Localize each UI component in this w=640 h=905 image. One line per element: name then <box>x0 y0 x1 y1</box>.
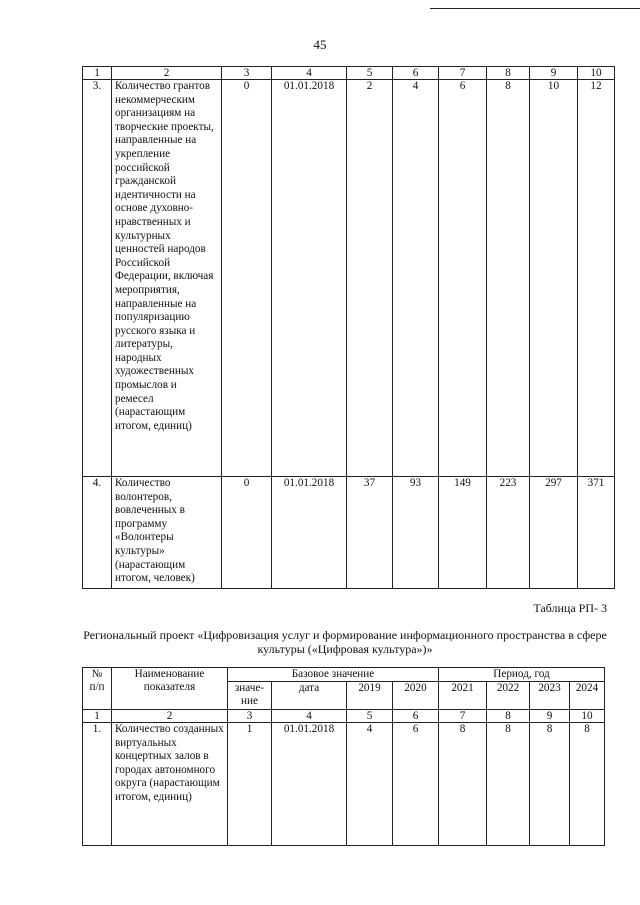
column-number: 3 <box>228 710 272 723</box>
column-number: 6 <box>393 67 439 80</box>
header-2019: 2019 <box>347 682 393 710</box>
column-number: 2 <box>112 67 222 80</box>
row-number: 4. <box>83 477 112 589</box>
value-2021: 8 <box>439 723 487 846</box>
column-number: 4 <box>272 67 347 80</box>
value-2022: 223 <box>487 477 530 589</box>
table-caption: Таблица РП- 3 <box>533 601 607 615</box>
column-number: 10 <box>578 67 615 80</box>
header-base-group: Базовое значение <box>228 668 439 682</box>
header-2021: 2021 <box>439 682 487 710</box>
top-rule <box>430 8 640 9</box>
base-date: 01.01.2018 <box>272 80 347 477</box>
base-date: 01.01.2018 <box>272 723 347 846</box>
indicator-name: Количество грантов некоммерческим организациям на творческие проекты, направленные на укрепление российской гражданской идентичности на основе духовно-нравственных и культурных ценностей народов Российской Федерации, включая мероприятия, направленные на популяризацию русского языка и литературы, народных художественных промыслов и ремесел (нарастающим итогом, единиц) <box>112 80 222 477</box>
value-2021: 149 <box>439 477 487 589</box>
row-number: 3. <box>83 80 112 477</box>
value-2022: 8 <box>487 80 530 477</box>
value-2023: 10 <box>530 80 578 477</box>
column-number: 7 <box>439 710 487 723</box>
value-2023: 8 <box>530 723 570 846</box>
header-2023: 2023 <box>530 682 570 710</box>
table-row <box>83 80 615 477</box>
header-2022: 2022 <box>487 682 530 710</box>
value-2024: 371 <box>578 477 615 589</box>
column-number: 9 <box>530 67 578 80</box>
value-2019: 2 <box>347 80 393 477</box>
value-2024: 8 <box>570 723 605 846</box>
row-number: 1. <box>83 723 112 846</box>
column-number: 7 <box>439 67 487 80</box>
value-2022: 8 <box>487 723 530 846</box>
column-number-row <box>83 710 605 723</box>
column-number: 6 <box>393 710 439 723</box>
header-date: дата <box>272 682 347 710</box>
column-number: 1 <box>83 67 112 80</box>
table-row <box>83 477 615 589</box>
value-2020: 93 <box>393 477 439 589</box>
header-num: № п/п <box>83 668 112 710</box>
indicators-table-digital-culture <box>82 667 605 846</box>
column-number: 8 <box>487 710 530 723</box>
value-2019: 4 <box>347 723 393 846</box>
section-title: Региональный проект «Цифровизация услуг и формирование информационного пространства в сфере культуры («Цифровая культура»)» <box>83 628 607 656</box>
column-number: 5 <box>347 67 393 80</box>
value-2024: 12 <box>578 80 615 477</box>
column-number: 8 <box>487 67 530 80</box>
column-number: 3 <box>222 67 272 80</box>
header-period-group: Период, год <box>439 668 605 682</box>
value-2019: 37 <box>347 477 393 589</box>
column-number: 9 <box>530 710 570 723</box>
base-value: 0 <box>222 477 272 589</box>
header-row <box>83 668 605 682</box>
column-number: 1 <box>83 710 112 723</box>
column-number-row <box>83 67 615 80</box>
header-name: Наименование показателя <box>112 668 228 710</box>
indicator-name: Количество волонтеров, вовлеченных в программу «Волонтеры культуры» (нарастающим итогом, человек) <box>112 477 222 589</box>
base-value: 1 <box>228 723 272 846</box>
column-number: 2 <box>112 710 228 723</box>
indicator-name: Количество созданных виртуальных концертных залов в городах автономного округа (нарастающим итогом, единиц) <box>112 723 228 846</box>
indicators-table-continued <box>82 66 615 589</box>
base-date: 01.01.2018 <box>272 477 347 589</box>
header-value: значе-ние <box>228 682 272 710</box>
header-2024: 2024 <box>570 682 605 710</box>
page-number: 45 <box>313 37 327 52</box>
value-2020: 4 <box>393 80 439 477</box>
column-number: 5 <box>347 710 393 723</box>
value-2023: 297 <box>530 477 578 589</box>
value-2020: 6 <box>393 723 439 846</box>
value-2021: 6 <box>439 80 487 477</box>
column-number: 10 <box>570 710 605 723</box>
header-2020: 2020 <box>393 682 439 710</box>
column-number: 4 <box>272 710 347 723</box>
table-row <box>83 723 605 846</box>
base-value: 0 <box>222 80 272 477</box>
